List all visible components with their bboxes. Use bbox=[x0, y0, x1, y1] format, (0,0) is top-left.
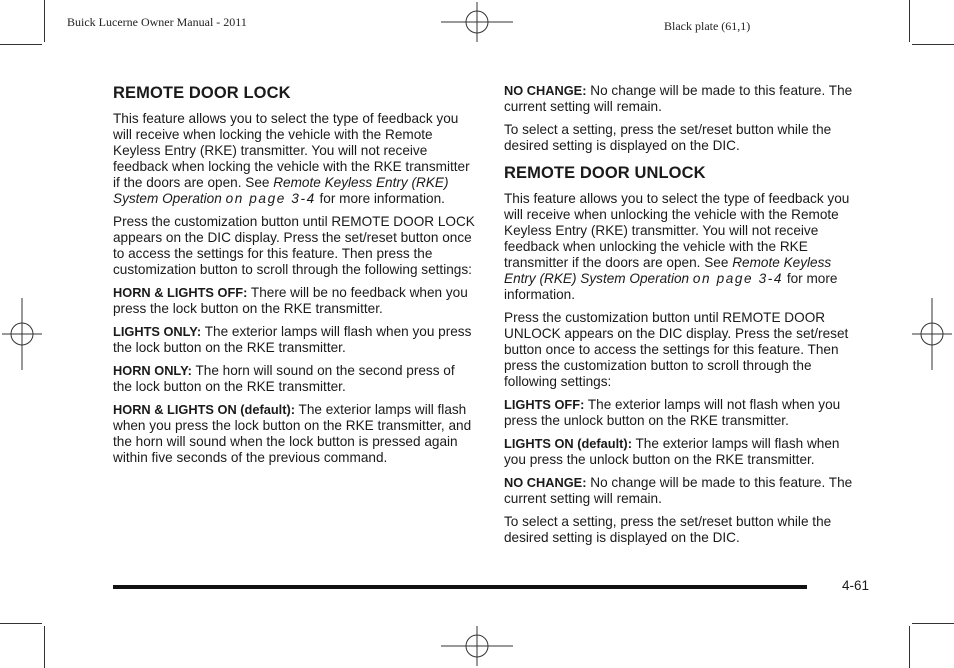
lock-intro-text: This feature allows you to select the type of feedback you will receive when locking the vehicle with the Remote Keyless Entry (RKE) transmitter. You will not receive feedback when locking the vehicle with the RKE transmitter if the doors are open. See bbox=[113, 111, 470, 190]
registration-mark-bottom bbox=[441, 624, 513, 668]
footer-rule bbox=[113, 585, 807, 589]
running-header-plate: Black plate (61,1) bbox=[664, 19, 751, 33]
option-description: No change will be made to this feature. The current setting will remain. bbox=[504, 83, 853, 114]
lock-option-horn-lights-on bbox=[113, 402, 475, 466]
unlock-option-no-change bbox=[504, 475, 860, 507]
option-term: NO CHANGE: bbox=[504, 475, 587, 490]
option-term: HORN & LIGHTS OFF: bbox=[113, 285, 248, 300]
unlock-option-lights-on bbox=[504, 436, 860, 468]
lock-intro-paragraph bbox=[113, 111, 475, 207]
unlock-rke-reference-link[interactable]: Remote Keyless Entry (RKE) System Operation bbox=[504, 255, 832, 286]
unlock-intro-tail: for more information. bbox=[504, 271, 838, 302]
option-description: No change will be made to this feature. The current setting will remain. bbox=[504, 475, 853, 506]
registration-mark-right bbox=[910, 298, 954, 370]
lock-intro-tail: for more information. bbox=[315, 191, 445, 206]
crop-mark-br-h bbox=[912, 623, 954, 624]
option-term: HORN & LIGHTS ON (default): bbox=[113, 402, 295, 417]
crop-mark-tl-v bbox=[44, 0, 45, 42]
option-term: HORN ONLY: bbox=[113, 363, 192, 378]
crop-mark-tr-h bbox=[912, 44, 954, 45]
remote-door-lock-heading: REMOTE DOOR LOCK bbox=[113, 84, 291, 102]
unlock-instructions: Press the customization button until REMOTE DOOR UNLOCK appears on the DIC display. Press the set/reset button once to access the settings for this feature. Then press the customization button to scroll through the following settings: bbox=[504, 310, 849, 389]
option-term: LIGHTS ONLY: bbox=[113, 324, 202, 339]
option-term: NO CHANGE: bbox=[504, 83, 587, 98]
crop-mark-bl-v bbox=[44, 626, 45, 668]
lock-page-reference[interactable]: on page 3‑4 bbox=[225, 191, 316, 206]
crop-mark-tr-v bbox=[909, 0, 910, 42]
crop-mark-br-v bbox=[909, 626, 910, 668]
option-description: The exterior lamps will not flash when you press the unlock button on the RKE transmitter. bbox=[504, 397, 841, 428]
unlock-intro-text: This feature allows you to select the type of feedback you will receive when unlocking the vehicle with the Remote Keyless Entry (RKE) transmitter. You will not receive feedback when unlocking the vehicle with the RKE transmitter if the doors are open. See bbox=[504, 191, 850, 270]
page-number: 4-61 bbox=[842, 578, 870, 593]
unlock-intro-paragraph bbox=[504, 191, 860, 303]
registration-mark-top bbox=[441, 0, 513, 44]
running-header-title: Buick Lucerne Owner Manual - 2011 bbox=[67, 15, 247, 29]
lock-closing: To select a setting, press the set/reset button while the desired setting is displayed on the DIC. bbox=[504, 122, 832, 153]
remote-door-unlock-heading: REMOTE DOOR UNLOCK bbox=[504, 164, 706, 182]
option-term: LIGHTS OFF: bbox=[504, 397, 585, 412]
right-column bbox=[504, 83, 860, 553]
option-description: The exterior lamps will flash when you press the unlock button on the RKE transmitter. bbox=[504, 436, 840, 467]
option-term: LIGHTS ON (default): bbox=[504, 436, 632, 451]
unlock-option-lights-off bbox=[504, 397, 860, 429]
lock-option-horn-lights-off bbox=[113, 285, 475, 317]
lock-option-no-change bbox=[504, 83, 860, 115]
option-description: The horn will sound on the second press of the lock button on the RKE transmitter. bbox=[113, 363, 455, 394]
crop-mark-tl-h bbox=[0, 44, 42, 45]
lock-instructions: Press the customization button until REMOTE DOOR LOCK appears on the DIC display. Press the set/reset button once to access the settings for this feature. Then press the customization button to scroll through the following settings: bbox=[113, 214, 475, 277]
unlock-page-reference[interactable]: on page 3‑4 bbox=[692, 271, 784, 286]
lock-option-lights-only bbox=[113, 324, 475, 356]
registration-mark-left bbox=[0, 298, 44, 370]
left-column bbox=[113, 83, 475, 473]
option-description: The exterior lamps will flash when you press the lock button on the RKE transmitter. bbox=[113, 324, 472, 355]
lock-rke-reference-link[interactable]: Remote Keyless Entry (RKE) System Operation bbox=[113, 175, 449, 206]
unlock-closing: To select a setting, press the set/reset button while the desired setting is displayed on the DIC. bbox=[504, 514, 832, 545]
lock-option-horn-only bbox=[113, 363, 475, 395]
crop-mark-bl-h bbox=[0, 623, 42, 624]
option-description: There will be no feedback when you press the lock button on the RKE transmitter. bbox=[113, 285, 468, 316]
option-description: The exterior lamps will flash when you press the lock button on the RKE transmitter, and the horn will sound when the lock button is pressed again within five seconds of the previous command. bbox=[113, 402, 472, 465]
